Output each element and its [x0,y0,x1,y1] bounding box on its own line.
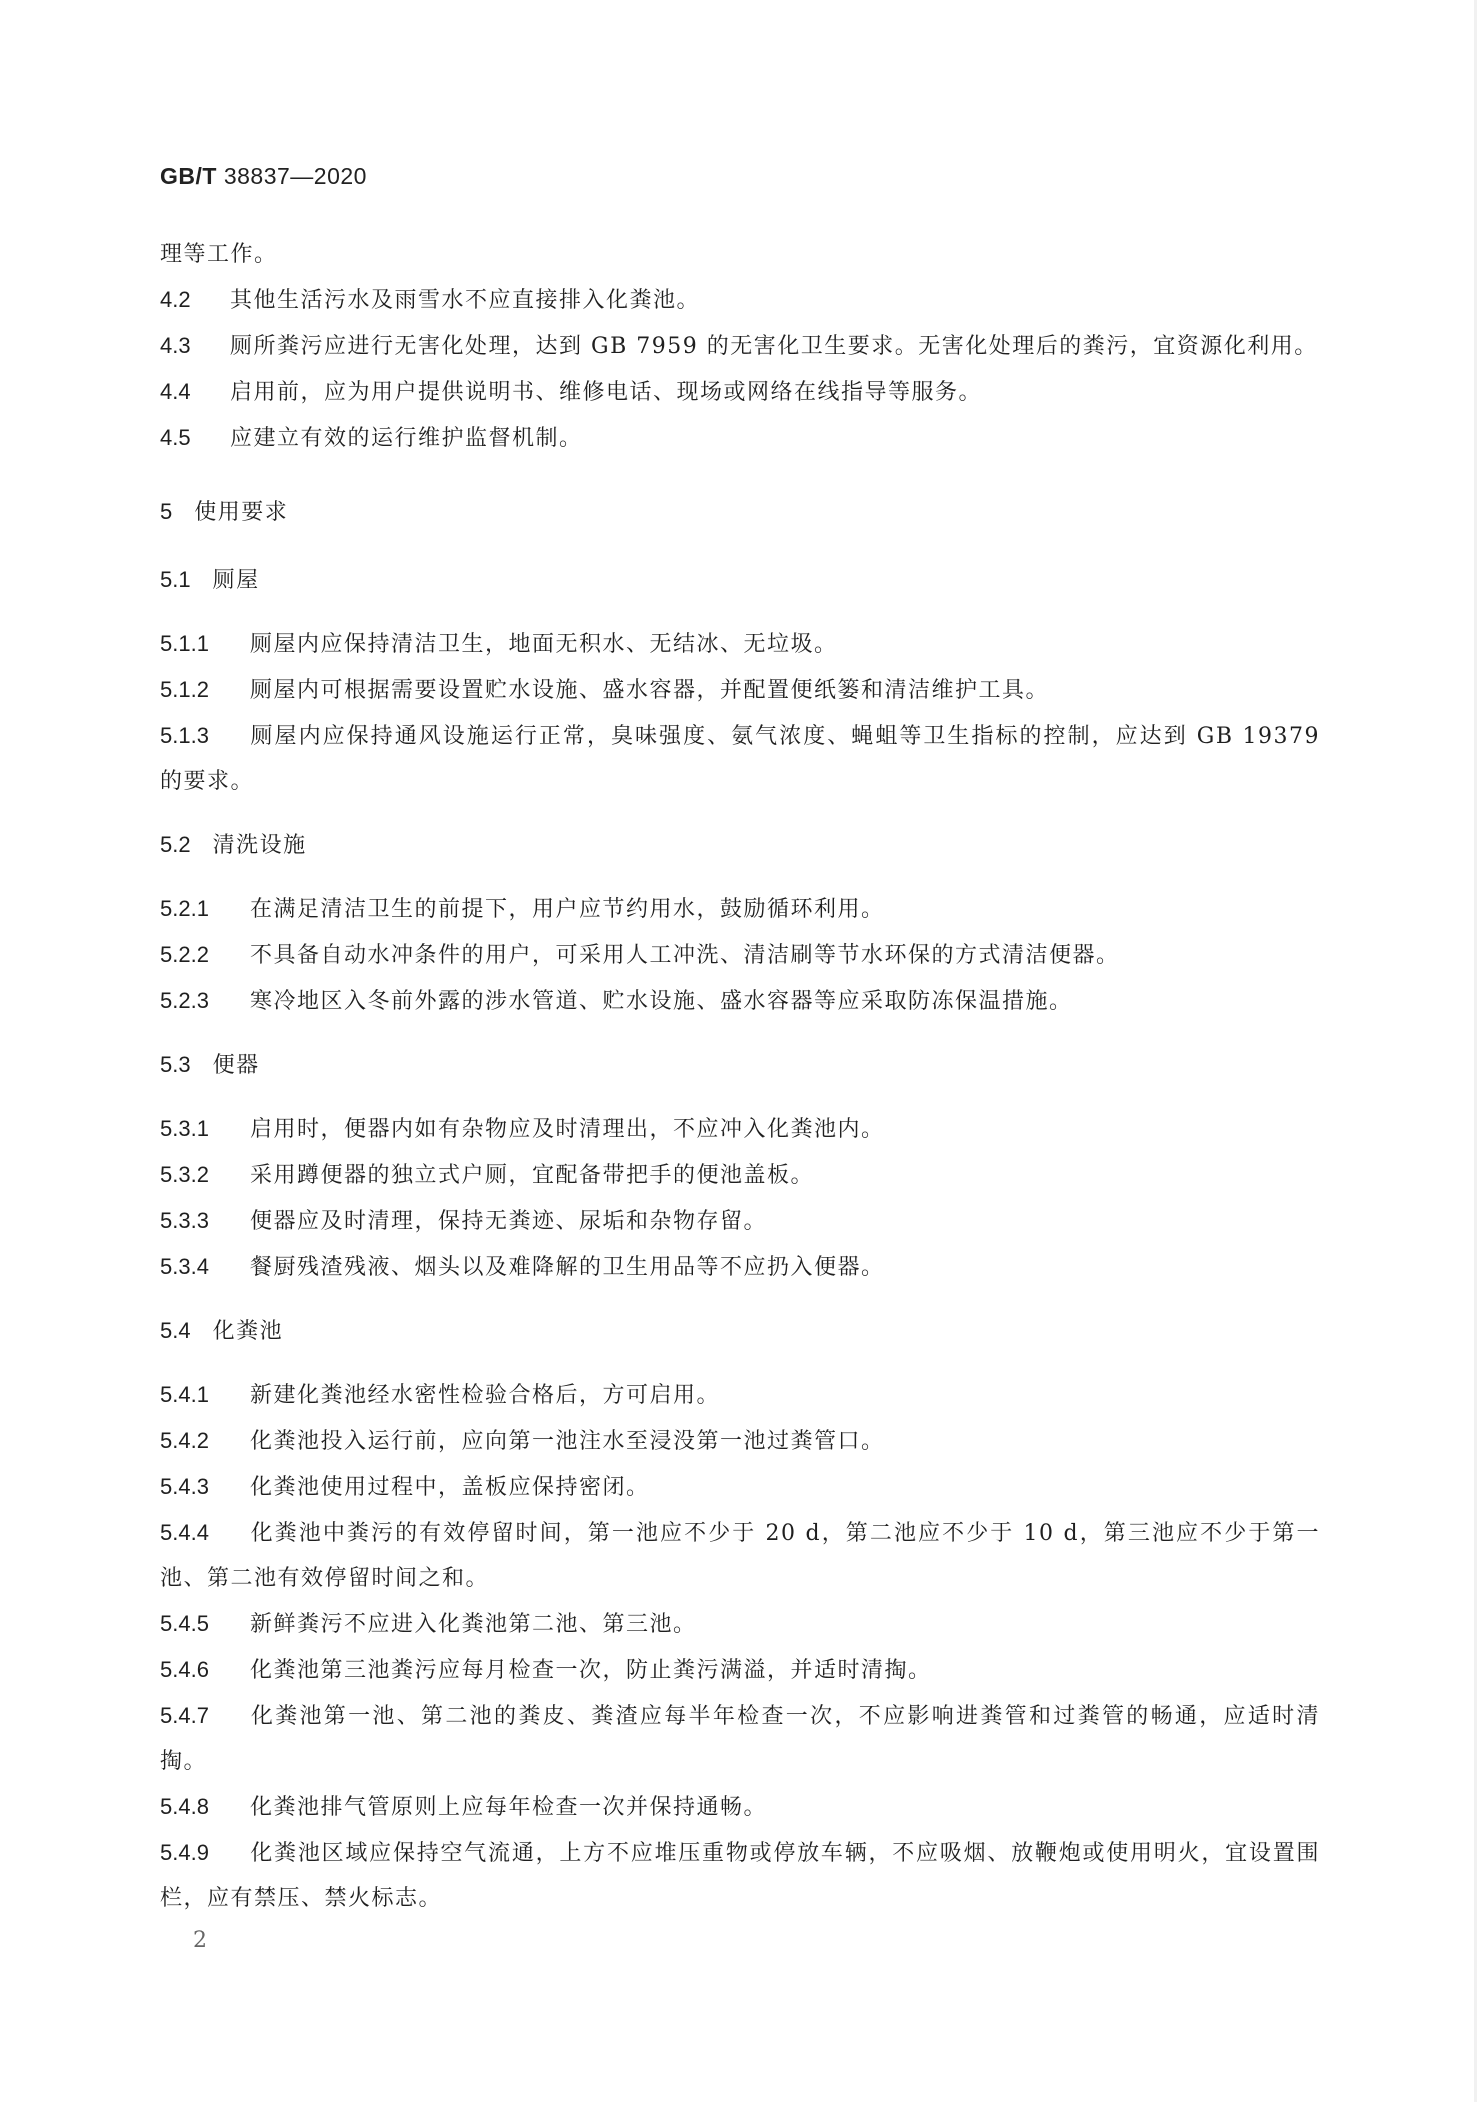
section-heading-5-2 [160,822,1320,868]
section-title: 便器 [212,1053,260,1078]
clause-text: 在满足清洁卫生的前提下，用户应节约用水，鼓励循环利用。 [250,897,885,922]
clause-5-4-4 [160,1510,1320,1601]
clause-text: 新建化粪池经水密性检验合格后，方可启用。 [250,1383,721,1408]
clause-number: 4.5 [160,425,191,450]
clause-text: 化粪池投入运行前，应向第一池注水至浸没第一池过粪管口。 [250,1429,885,1454]
clause-5-2-2 [160,932,1320,978]
clause-4-4 [160,369,1320,415]
section-heading-5 [160,489,1320,535]
clause-number: 5.1.2 [160,677,209,702]
clause-text: 采用蹲便器的独立式户厕，宜配备带把手的便池盖板。 [250,1163,815,1188]
clause-text: 厕屋内应保持清洁卫生，地面无积水、无结冰、无垃圾。 [250,632,838,657]
clause-number: 5.2.3 [160,988,209,1013]
clause-5-4-7 [160,1693,1320,1784]
section-title: 清洗设施 [212,833,307,858]
section-heading-5-1 [160,557,1320,603]
clause-text: 化粪池第一池、第二池的粪皮、粪渣应每半年检查一次，不应影响进粪管和过粪管的畅通，应适时清掏。 [160,1704,1320,1774]
document-body [160,232,1320,1921]
clause-5-3-3 [160,1198,1320,1244]
standard-code-header [160,163,367,190]
clause-number: 5.4.6 [160,1657,209,1682]
clause-text: 寒冷地区入冬前外露的涉水管道、贮水设施、盛水容器等应采取防冻保温措施。 [250,989,1073,1014]
clause-text: 不具备自动水冲条件的用户，可采用人工冲洗、清洁刷等节水环保的方式清洁便器。 [250,943,1120,968]
clause-number: 5.4.5 [160,1611,209,1636]
clause-text: 启用时，便器内如有杂物应及时清理出，不应冲入化粪池内。 [250,1117,885,1142]
clause-number: 5.3.1 [160,1116,209,1141]
clause-5-4-1 [160,1372,1320,1418]
clause-text: 新鲜粪污不应进入化粪池第二池、第三池。 [250,1612,697,1637]
clause-5-3-1 [160,1106,1320,1152]
clause-number: 5.2.1 [160,896,209,921]
clause-number: 4.2 [160,287,191,312]
section-title: 化粪池 [212,1319,284,1344]
section-heading-5-4 [160,1308,1320,1354]
clause-5-4-3 [160,1464,1320,1510]
section-number: 5.4 [160,1318,191,1343]
standard-prefix: GB/T [160,163,217,189]
clause-number: 4.4 [160,379,191,404]
standard-number: 38837—2020 [223,163,367,189]
clause-4-3 [160,323,1320,369]
clause-number: 5.4.1 [160,1382,209,1407]
clause-number: 5.1.3 [160,723,209,748]
clause-text: 其他生活污水及雨雪水不应直接排入化粪池。 [230,288,701,313]
clause-text: 厕屋内应保持通风设施运行正常，臭味强度、氨气浓度、蝇蛆等卫生指标的控制，应达到 GB 19379 的要求。 [160,724,1320,794]
page-number: 2 [193,1928,207,1953]
clause-number: 5.3.2 [160,1162,209,1187]
section-number: 5.1 [160,567,191,592]
clause-text: 化粪池区域应保持空气流通，上方不应堆压重物或停放车辆，不应吸烟、放鞭炮或使用明火，宜设置围栏，应有禁压、禁火标志。 [160,1841,1320,1911]
clause-number: 5.2.2 [160,942,209,967]
paragraph-text: 理等工作。 [160,242,278,267]
section-number: 5.2 [160,832,191,857]
clause-5-4-5 [160,1601,1320,1647]
section-title: 使用要求 [194,500,289,525]
clause-text: 便器应及时清理，保持无粪迹、尿垢和杂物存留。 [250,1209,768,1234]
clause-number: 5.4.4 [160,1520,209,1545]
paragraph-continuation [160,232,1320,277]
clause-number: 4.3 [160,333,191,358]
clause-number: 5.3.3 [160,1208,209,1233]
clause-text: 化粪池使用过程中，盖板应保持密闭。 [250,1475,650,1500]
clause-text: 厕所粪污应进行无害化处理，达到 GB 7959 的无害化卫生要求。无害化处理后的粪污，宜资源化利用。 [230,334,1318,359]
clause-5-1-1 [160,621,1320,667]
clause-number: 5.1.1 [160,631,209,656]
clause-5-2-3 [160,978,1320,1024]
clause-5-4-2 [160,1418,1320,1464]
clause-4-2 [160,277,1320,323]
clause-5-4-9 [160,1830,1320,1921]
clause-5-3-2 [160,1152,1320,1198]
clause-number: 5.4.8 [160,1794,209,1819]
clause-text: 餐厨残渣残液、烟头以及难降解的卫生用品等不应扔入便器。 [250,1255,885,1280]
clause-number: 5.4.9 [160,1840,209,1865]
clause-number: 5.4.7 [160,1703,209,1728]
section-number: 5.3 [160,1052,191,1077]
clause-4-5 [160,415,1320,461]
clause-5-4-6 [160,1647,1320,1693]
section-title: 厕屋 [212,568,260,593]
clause-5-1-3 [160,713,1320,804]
clause-5-1-2 [160,667,1320,713]
clause-number: 5.4.3 [160,1474,209,1499]
section-number: 5 [160,499,173,524]
clause-text: 厕屋内可根据需要设置贮水设施、盛水容器，并配置便纸篓和清洁维护工具。 [250,678,1050,703]
clause-text: 应建立有效的运行维护监督机制。 [230,426,583,451]
clause-number: 5.3.4 [160,1254,209,1279]
clause-5-3-4 [160,1244,1320,1290]
clause-5-2-1 [160,886,1320,932]
clause-text: 启用前，应为用户提供说明书、维修电话、现场或网络在线指导等服务。 [230,380,983,405]
clause-5-4-8 [160,1784,1320,1830]
section-heading-5-3 [160,1042,1320,1088]
clause-text: 化粪池第三池粪污应每月检查一次，防止粪污满溢，并适时清掏。 [250,1658,932,1683]
clause-number: 5.4.2 [160,1428,209,1453]
clause-text: 化粪池排气管原则上应每年检查一次并保持通畅。 [250,1795,768,1820]
clause-text: 化粪池中粪污的有效停留时间，第一池应不少于 20 d，第二池应不少于 10 d，第三池应不少于第一池、第二池有效停留时间之和。 [160,1521,1320,1591]
